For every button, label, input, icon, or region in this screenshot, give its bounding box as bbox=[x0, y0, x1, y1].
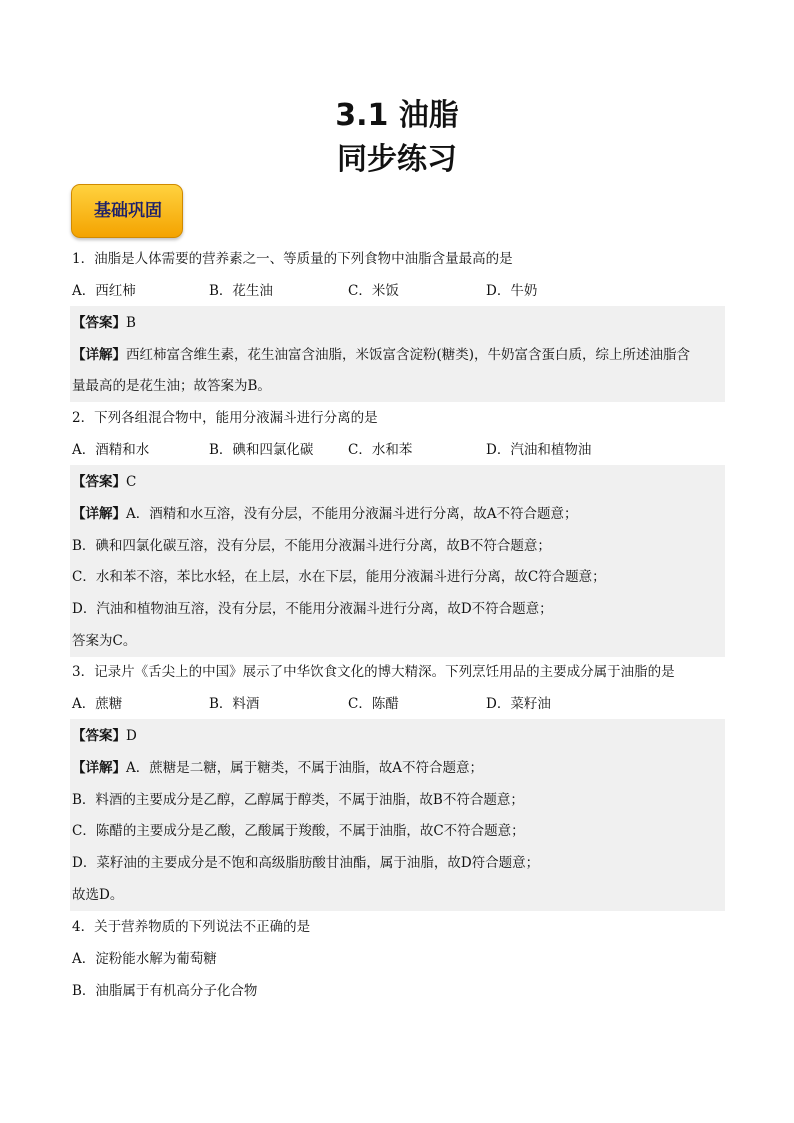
q3-detail-line-2: B．料酒的主要成分是乙醇，乙醇属于醇类，不属于油脂，故B不符合题意； bbox=[72, 792, 524, 808]
question-3: 3．记录片《舌尖上的中国》展示了中华饮食文化的博大精深。下列烹饪用品的主要成分属于油脂的是 bbox=[72, 664, 675, 680]
section-badge bbox=[71, 184, 183, 238]
q3-detail-line-5: 故选D。 bbox=[72, 887, 124, 903]
question-4: 4．关于营养物质的下列说法不正确的是 bbox=[72, 919, 311, 935]
detail-tag: 【详解】 bbox=[72, 347, 126, 363]
q2-option-d: D．汽油和植物油 bbox=[486, 442, 592, 458]
q2-option-c: C．水和苯 bbox=[348, 442, 413, 458]
detail-tag: 【详解】 bbox=[72, 760, 126, 776]
q2-option-a: A．酒精和水 bbox=[72, 442, 150, 458]
answer-value: B bbox=[126, 315, 136, 331]
q1-answer bbox=[72, 313, 724, 333]
q3-detail-line-4: D．菜籽油的主要成分是不饱和高级脂肪酸甘油酯，属于油脂，故D符合题意； bbox=[72, 855, 540, 871]
q2-detail-line-4: D．汽油和植物油互溶，没有分层，不能用分液漏斗进行分离，故D不符合题意； bbox=[72, 601, 553, 617]
q2-answer bbox=[72, 472, 724, 492]
page-subtitle: 同步练习 bbox=[337, 142, 457, 177]
q2-detail-line-5: 答案为C。 bbox=[72, 633, 137, 649]
answer-tag: 【答案】 bbox=[72, 474, 126, 490]
answer-tag: 【答案】 bbox=[72, 315, 126, 331]
q4-option-b: B．油脂属于有机高分子化合物 bbox=[72, 983, 258, 999]
question-2: 2．下列各组混合物中，能用分液漏斗进行分离的是 bbox=[72, 410, 378, 426]
q3-option-b: B．料酒 bbox=[209, 696, 260, 712]
q2-detail-line-3: C．水和苯不溶，苯比水轻，在上层，水在下层，能用分液漏斗进行分离，故C符合题意； bbox=[72, 569, 606, 585]
q2-answer-block bbox=[70, 465, 725, 657]
question-1: 1．油脂是人体需要的营养素之一、等质量的下列食物中油脂含量最高的是 bbox=[72, 251, 513, 267]
q2-detail-line-2: B．碘和四氯化碳互溶，没有分层，不能用分液漏斗进行分离，故B不符合题意； bbox=[72, 538, 551, 554]
q3-answer-block bbox=[70, 719, 725, 911]
q3-option-a: A．蔗糖 bbox=[72, 696, 123, 712]
detail-text: A．蔗糖是二糖，属于糖类，不属于油脂，故A不符合题意； bbox=[126, 760, 483, 776]
q2-detail bbox=[72, 504, 724, 524]
q1-detail bbox=[72, 345, 724, 365]
detail-text: A．酒精和水互溶，没有分层，不能用分液漏斗进行分离，故A不符合题意； bbox=[126, 506, 578, 522]
q1-detail-continued: 量最高的是花生油；故答案为B。 bbox=[72, 378, 271, 394]
q3-detail bbox=[72, 758, 724, 778]
q1-option-c: C．米饭 bbox=[348, 283, 399, 299]
answer-value: C bbox=[126, 474, 137, 490]
q3-option-c: C．陈醋 bbox=[348, 696, 399, 712]
page-title: 3.1 油脂 bbox=[335, 98, 459, 133]
q2-option-b: B．碘和四氯化碳 bbox=[209, 442, 314, 458]
detail-tag: 【详解】 bbox=[72, 506, 126, 522]
q3-option-d: D．菜籽油 bbox=[486, 696, 551, 712]
q1-option-a: A．西红柿 bbox=[72, 283, 136, 299]
q4-option-a: A．淀粉能水解为葡萄糖 bbox=[72, 951, 217, 967]
q3-answer bbox=[72, 726, 724, 746]
answer-tag: 【答案】 bbox=[72, 728, 126, 744]
q1-option-b: B．花生油 bbox=[209, 283, 273, 299]
q3-detail-line-3: C．陈醋的主要成分是乙酸，乙酸属于羧酸，不属于油脂，故C不符合题意； bbox=[72, 823, 525, 839]
answer-value: D bbox=[126, 728, 137, 744]
section-badge-label: 基础巩固 bbox=[94, 201, 162, 221]
detail-text: 西红柿富含维生素，花生油富含油脂，米饭富含淀粉(糖类)，牛奶富含蛋白质，综上所述油脂含 bbox=[126, 347, 691, 363]
q1-option-d: D．牛奶 bbox=[486, 283, 538, 299]
